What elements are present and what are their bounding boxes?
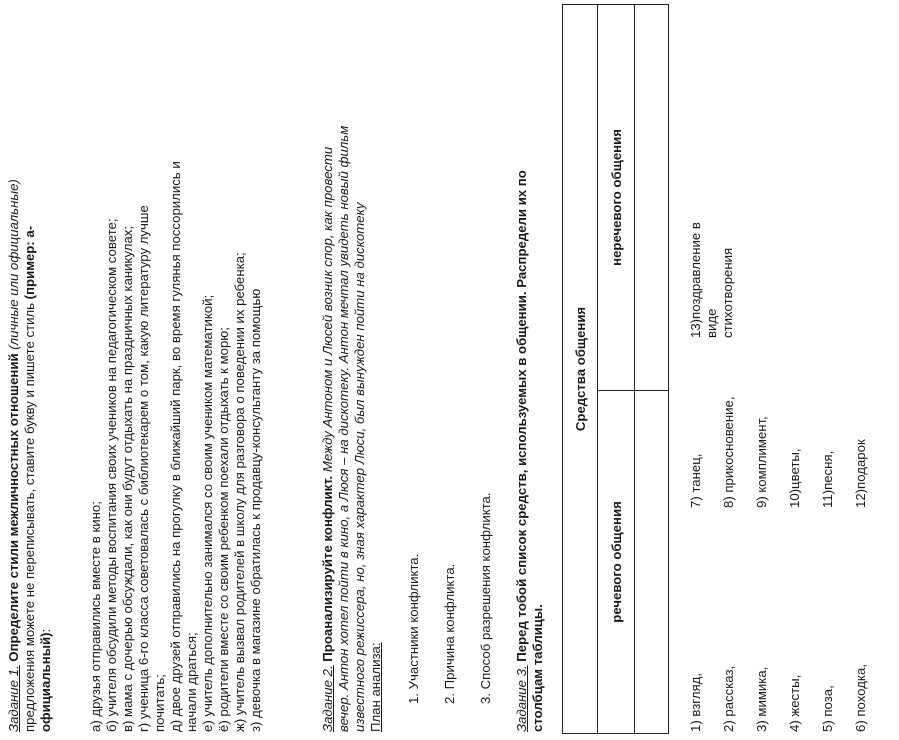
task1-title: Определите стили межличностных отношений: [6, 353, 21, 662]
task2-point: 2. Причина конфликта.: [442, 563, 457, 704]
column-header-nonverbal: неречевого общения: [598, 5, 635, 391]
task2-label: Задание 2.: [320, 665, 335, 732]
word-item: 2) рассказ,: [721, 665, 736, 732]
task2-point: 1. Участники конфликта.: [406, 553, 421, 704]
word-item: 4) жесты,: [787, 674, 802, 732]
word-item: 11)песня,: [820, 450, 835, 508]
task3-label: Задание 3.: [514, 665, 529, 732]
task1-item: ё) родители вместе со своим ребенком поехали отдыхать к морю;: [216, 327, 231, 732]
word-item: 8) прикосновение,: [721, 396, 736, 508]
table-cell-nonverbal[interactable]: [635, 5, 669, 391]
word-item: 10)цветы,: [787, 448, 802, 508]
task3-title: Перед тобой список средств, используемых в общении. Распредели их по: [514, 170, 529, 662]
task2-title: Проанализируйте конфликт.: [320, 475, 335, 662]
task1-line3: [38, 629, 54, 732]
task1-instruction: предложения можете не переписывать, ставите букву и пишете стиль: [22, 302, 37, 732]
task1-line2: [22, 226, 38, 732]
task3-title-2: столбцам таблицы.: [530, 604, 545, 732]
word-item: 3) мимика,: [754, 666, 769, 732]
task1-item: почитать;: [152, 674, 167, 732]
column-header-verbal: речевого общения: [598, 390, 635, 733]
task1-item: з) девочка в магазине обратилась к продавцу-консультанту за помощью: [248, 288, 263, 732]
task1-item: начали драться;: [184, 632, 199, 732]
word-item: 13)поздравление в: [688, 222, 703, 338]
task3-heading: [514, 170, 530, 732]
task1-paren: (личные или официальные): [6, 179, 21, 350]
task2-text-3: известного режиссера, но, зная характер Люси, был вынужден пойти на дискотеку: [352, 202, 367, 732]
communication-table: [562, 4, 669, 734]
task1-example: (пример: а-: [22, 225, 37, 300]
task1-item: ж) учитель вызвал родителей в школу для разговора о поведении их ребенка;: [232, 252, 247, 732]
task1-label: Задание 1.: [6, 665, 21, 732]
table-header: Средства общения: [563, 5, 598, 734]
task1-item: б) учителя обсудили методы воспитания своих учеников на педагогическом совете;: [104, 218, 119, 732]
word-item: 6) походка,: [853, 664, 868, 732]
task2-point: 3. Способ разрешения конфликта.: [478, 492, 493, 704]
word-item: 9) комплимент,: [754, 416, 769, 508]
task1-item: е) учитель дополнительно занимался со своим учеником математикой;: [200, 294, 215, 732]
word-item: 5) поза,: [820, 685, 835, 732]
word-item: 12)подарок: [853, 439, 868, 508]
task1-item: д) двое друзей отправились на прогулку в ближайший парк, во время гулянья поссорились и: [168, 161, 183, 732]
word-item: 7) танец,: [688, 453, 703, 508]
word-item: виде: [704, 308, 719, 338]
task2-text-1: Между Антоном и Люсей возник спор, как провести: [320, 146, 335, 473]
task1-heading: [6, 179, 22, 732]
table-cell-verbal[interactable]: [635, 390, 669, 733]
word-item: стихотворения: [720, 247, 735, 338]
task2-plan: План анализа:: [368, 642, 383, 732]
word-item: 1) взгляд,: [688, 672, 703, 732]
task2-text-2: вечер. Антон хотел пойти в кино, а Люся – на дискотеку. Антон мечтал увидеть новый фильм: [336, 125, 351, 732]
task1-example-end: официальный): [38, 632, 53, 732]
task1-colon: :: [38, 628, 53, 633]
task1-item: в) мама с дочерью обсуждали, как они будут отдыхать на праздничных каникулах;: [120, 225, 135, 732]
task2-heading: [320, 147, 336, 732]
task1-item: г) ученица 6-го класса советовалась с библиотекарем о том, какую литературу лучше: [136, 205, 151, 732]
task1-item: а) друзья отправились вместе в кино;: [88, 501, 103, 732]
